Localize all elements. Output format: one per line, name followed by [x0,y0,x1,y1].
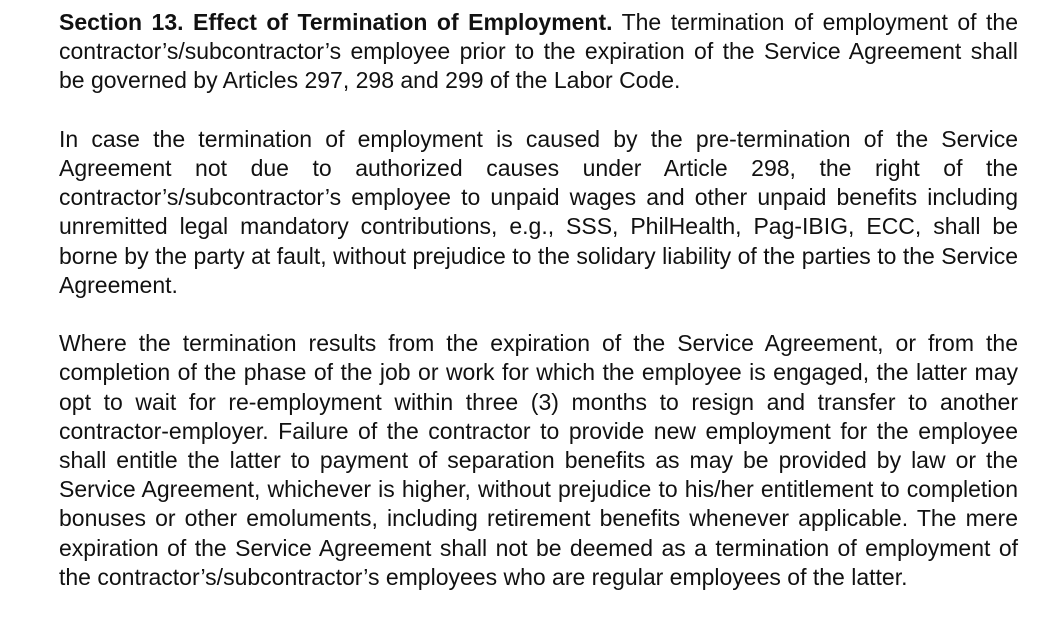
paragraph-3: Where the termination results from the expiration of the Service Agreement, or from the completion of the phase of the job or work for which the employee is engaged, the latter may opt to wait for re-employment within three (3) months to resign and transfer to another contractor-employer. Failure of the contractor to provide new employment for the employee shall entitle the latter to payment of separation benefits as may be provided by law or the Service Agreement, whichever is higher, without prejudice to his/her entitlement to completion bonuses or other emoluments, including retirement benefits whenever applicable. The mere expiration of the Service Agreement shall not be deemed as a termination of employment of the contractor’s/subcontractor’s employees who are regular employees of the latter. [59,330,1018,590]
paragraph-1-text: The termination of employment of the contractor’s/subcontractor’s employee prior to the expiration of the Service Agreement shall be governed by Articles 297, 298 and 299 of the Labor Code. [59,9,1018,94]
section-heading: Section 13. Effect of Termination of Employment. [59,9,613,35]
paragraph-1 [59,8,1018,96]
paragraph-2: In case the termination of employment is caused by the pre-termination of the Service Agreement not due to authorized causes under Article 298, the right of the contractor’s/subcontractor’s employee to unpaid wages and other unpaid benefits including unremitted legal mandatory contributions, e.g., SSS, PhilHealth, Pag-IBIG, ECC, shall be borne by the party at fault, without prejudice to the solidary liability of the parties to the Service Agreement. [59,125,1018,298]
